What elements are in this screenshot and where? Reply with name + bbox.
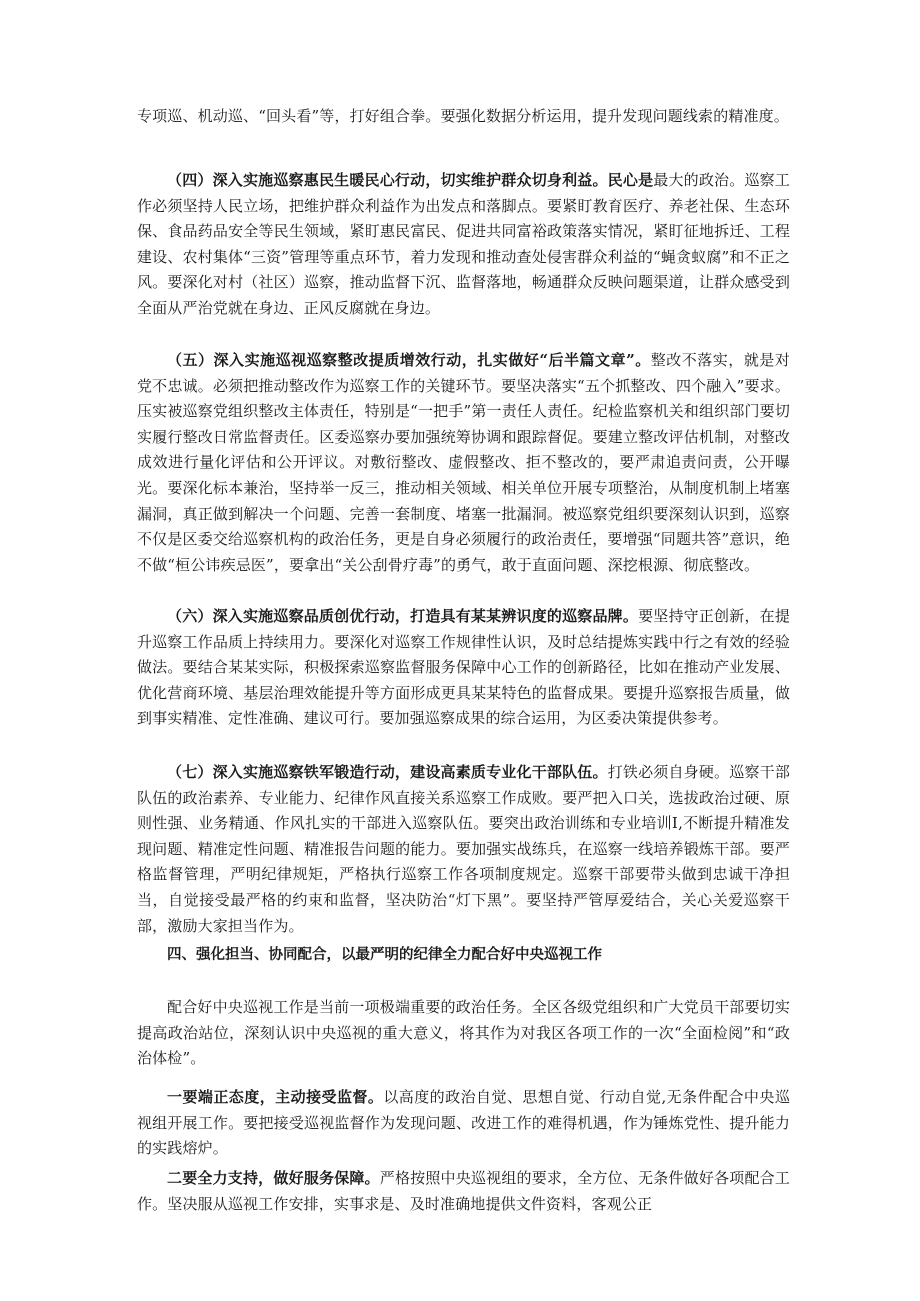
paragraph-text: 严格按照中央巡视组的要求，全方位、无条件做好各项配合工作。坚决服从巡视工作安排，实事求是、及时准确地提供文件资料，客观公正 bbox=[137, 1169, 790, 1213]
paragraph-text: 最大的政治。巡察工作必须坚持人民立场，把维护群众利益作为出发点和落脚点。要紧盯教育医疗、养老社保、生态环保、食品药品安全等民生领域，紧盯惠民富民、促进共同富裕政策落实情况，紧盯征地拆迁、工程建设、农村集体“三资”管理等重点环节，着力发现和推动查处侵害群众利益的“蝇贪蚁腐”和不正之风。要深化对村（社区）巡察，推动监督下沉、监督落地，畅通群众反映问题渠道，让群众感受到全面从严治党就在身边、正风反腐就在身边。 bbox=[137, 171, 790, 317]
paragraph-lead: 一要端正态度，主动接受监督。 bbox=[167, 1088, 384, 1106]
section-heading: 四、强化担当、协同配合，以最严明的纪律全力配合好中央巡视工作 bbox=[167, 947, 602, 963]
paragraph-text: 专项巡、机动巡、“回头看”等，打好组合拳。要强化数据分析运用，提升发现问题线索的精准度。 bbox=[137, 107, 789, 125]
paragraph-text: 打铁必须自身硬。巡察干部队伍的政治素养、专业能力、纪律作风直接关系巡察工作成败。要严把入口关，选拔政治过硬、原则性强、业务精通、作风扎实的干部进入巡察队伍。要突出政治训练和专业培训Ⅰ,不断提升精准发现问题、精准定性问题、精准报告问题的能力。要加强实战练兵，在巡察一线培养锻炼干部。要严格监督管理，严明纪律规矩，严格执行巡察工作各项制度规定。巡察干部要带头做到忠诚干净担当，自觉接受最严格的约束和监督，坚决防治“灯下黑”。要坚持严管厚爱结合，关心关爱巡察干部，激励大家担当作为。 bbox=[137, 763, 790, 935]
paragraph-lead: （四）深入实施巡察惠民生暖民心行动，切实维护群众切身利益。民心是 bbox=[167, 171, 654, 189]
paragraph-lead: （七）深入实施巡察铁军锻造行动，建设高素质专业化干部队伍。 bbox=[167, 763, 608, 781]
paragraph-lead: 二要全力支持，做好服务保障。 bbox=[167, 1169, 380, 1187]
paragraph-intro bbox=[137, 995, 790, 1072]
paragraph-section-5 bbox=[137, 348, 790, 578]
paragraph-point-2 bbox=[137, 1166, 790, 1217]
paragraph-lead: （六）深入实施巡察品质创优行动，打造具有某某辨识度的巡察品牌。 bbox=[167, 607, 639, 625]
paragraph-text: 配合好中央巡视工作是当前一项极端重要的政治任务。全区各级党组织和广大党员干部要切实提高政治站位，深刻认识中央巡视的重大意义，将其作为对我区各项工作的一次“全面检阅”和“政治体检”。 bbox=[137, 998, 790, 1068]
paragraph-section-4 bbox=[137, 168, 790, 322]
paragraph-section-7 bbox=[137, 760, 790, 939]
paragraph-text: 以高度的政治自觉、思想自觉、行动自觉,无条件配合中央巡视组开展工作。要把接受巡视监督作为发现问题、改进工作的难得机遇，作为锤炼党性、提升能力的实践熔炉。 bbox=[137, 1088, 790, 1158]
paragraph-section-6 bbox=[137, 604, 790, 732]
paragraph-continuation bbox=[137, 104, 790, 130]
paragraph-lead: （五）深入实施巡视巡察整改提质增效行动，扎实做好“后半篇文章”。 bbox=[167, 351, 651, 369]
paragraph-text: 要坚持守正创新，在提升巡察工作品质上持续用力。要深化对巡察工作规律性认识，及时总结提炼实践中行之有效的经验做法。要结合某某实际，积极探索巡察监督服务保障中心工作的创新路径，比如在推动产业发展、优化营商环境、基层治理效能提升等方面形成更具某某特色的监督成果。要提升巡察报告质量，做到事实精准、定性准确、建议可行。要加强巡察成果的综合运用，为区委决策提供参考。 bbox=[137, 607, 790, 728]
paragraph-text: 整改不落实，就是对党不忠诚。必须把推动整改作为巡察工作的关键环节。要坚决落实“五个抓整改、四个融入”要求。压实被巡察党组织整改主体责任，特别是“一把手”第一责任人责任。纪检监察机关和组织部门要切实履行整改日常监督责任。区委巡察办要加强统筹协调和跟踪督促。要建立整改评估机制，对整改成效进行量化评估和公开评议。对敷衍整改、虚假整改、拒不整改的，要严肃追责问责，公开曝光。要深化标本兼治，坚持举一反三，推动相关领域、相关单位开展专项整治，从制度机制上堵塞漏洞，真正做到解决一个问题、完善一套制度、堵塞一批漏洞。被巡察党组织要深刻认识到，巡察不仅是区委交给巡察机构的政治任务，更是自身必须履行的政治责任，要增强“同题共答”意识，绝不做“桓公讳疾忌医”，要拿出“关公刮骨疗毒”的勇气，敢于直面问题、深挖根源、彻底整改。 bbox=[137, 351, 791, 574]
paragraph-point-1 bbox=[137, 1085, 790, 1162]
